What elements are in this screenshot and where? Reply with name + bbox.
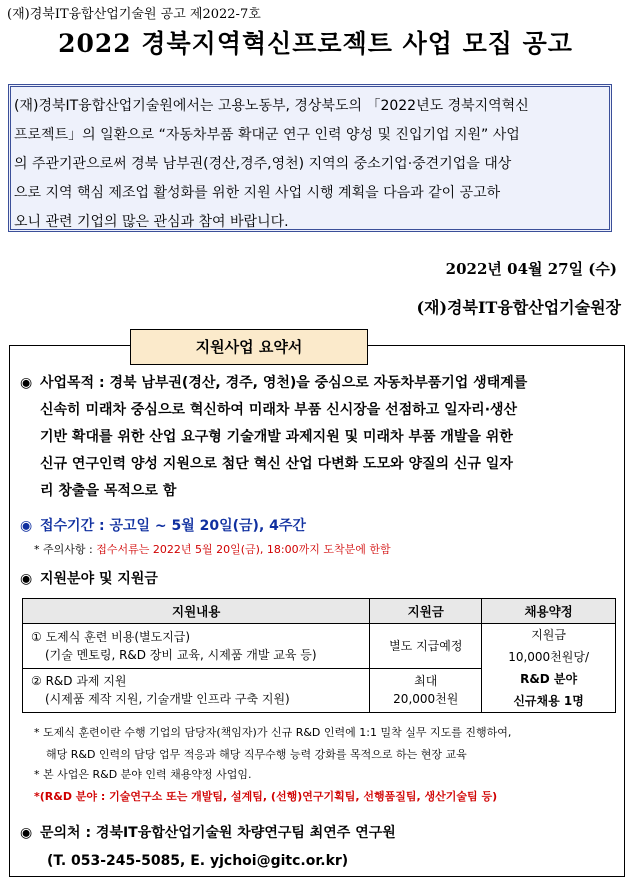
- purpose-line: 기반 확대를 위한 산업 요구형 기술개발 과제지원 및 미래차 부품 개발을 위한: [40, 429, 513, 445]
- contact-section: [20, 822, 396, 842]
- table-header: 지원내용: [23, 599, 370, 624]
- summary-title: 지원사업 요약서: [130, 329, 368, 365]
- pledge-line: 지원금: [531, 628, 566, 642]
- contact-details: (T. 053-245-5085, E. yjchoi@gitc.or.kr): [47, 853, 349, 869]
- intro-line: 으로 지역 핵심 제조업 활성화를 위한 지원 사업 시행 계획을 다음과 같이 공고하: [14, 185, 501, 201]
- support-amount-cell: [370, 668, 482, 713]
- intro-line: 오니 관련 기업의 많은 관심과 참여 바랍니다.: [14, 214, 289, 230]
- bullet-icon: ◉: [20, 375, 33, 391]
- intro-line: 프로젝트」의 일환으로 “자동차부품 확대군 연구 인력 양성 및 진입기업 지원” 사업: [14, 127, 520, 143]
- page-title: 2022 경북지역혁신프로젝트 사업 모집 공고: [58, 29, 573, 58]
- contact-text: 문의처 : 경북IT융합산업기술원 차량연구팀 최연주 연구원: [40, 825, 396, 841]
- caution-note: [34, 541, 391, 557]
- caution-label: * 주의사항 :: [34, 543, 97, 556]
- support-table: [22, 598, 616, 713]
- table-row: [23, 624, 616, 669]
- field-section: [20, 568, 158, 588]
- purpose-line: 리 창출을 목적으로 함: [40, 483, 177, 499]
- pledge-line: 10,000천원당/: [508, 650, 589, 664]
- note-line: * 도제식 훈련이란 수행 기업의 담당자(책임자)가 신규 R&D 인력에 1:1 밀착 실무 지도를 진행하여,: [34, 726, 512, 739]
- field-title: 지원분야 및 지원금: [40, 571, 158, 587]
- program-note: * 본 사업은 R&D 분야 인력 채용약정 사업임.: [34, 768, 252, 781]
- support-item-title: ② R&D 과제 지원: [31, 674, 127, 689]
- bullet-icon: ◉: [20, 571, 33, 587]
- purpose-line: 신속히 미래차 중심으로 혁신하여 미래차 부품 신시장을 선점하고 일자리·생산: [40, 402, 518, 418]
- support-item-detail: (시제품 제작 지원, 기술개발 인프라 구축 지원): [45, 692, 290, 707]
- rnd-field-note: *(R&D 분야 : 기술연구소 또는 개발팀, 설계팀, (선행)연구기획팀, 선행품질팀, 생산기술팀 등): [34, 790, 498, 803]
- table-header: 채용약정: [482, 599, 616, 624]
- support-item-cell: [23, 624, 370, 669]
- table-header-row: [23, 599, 616, 624]
- support-item-cell: [23, 668, 370, 713]
- amount-line: 20,000천원: [393, 692, 459, 707]
- pledge-line: 신규채용 1명: [513, 694, 584, 708]
- table-header: 지원금: [370, 599, 482, 624]
- purpose-line: 사업목적 : 경북 남부권(경산, 경주, 영천)을 중심으로 자동차부품기업 생태계를: [40, 375, 528, 391]
- apprentice-note: [34, 722, 624, 766]
- period-text: 접수기간 : 공고일 ~ 5월 20일(금), 4주간: [40, 518, 306, 534]
- intro-line: (재)경북IT융합산업기술원에서는 고용노동부, 경상북도의 「2022년도 경북지역혁신: [14, 98, 529, 114]
- intro-text: [14, 92, 612, 237]
- purpose-line: 신규 연구인력 양성 지원으로 첨단 혁신 산업 다변화 도모와 양질의 신규 일자: [40, 456, 513, 472]
- pledge-cell: [482, 624, 616, 713]
- bullet-icon: ◉: [20, 518, 33, 534]
- purpose-section: [20, 370, 612, 505]
- support-amount-cell: 별도 지급예정: [370, 624, 482, 669]
- announcement-date: 2022년 04월 27일 (수): [445, 260, 617, 278]
- caution-text: 접수서류는 2022년 5월 20일(금), 18:00까지 도착분에 한함: [96, 543, 391, 556]
- note-line: 해당 R&D 인력의 담당 업무 적응과 해당 직무수행 능력 강화를 목적으로 하는 현장 교육: [46, 748, 467, 761]
- period-section: [20, 515, 306, 535]
- organization-name: (재)경북IT융합산업기술원장: [416, 298, 621, 317]
- pledge-line: R&D 분야: [520, 672, 578, 686]
- amount-line: 최대: [414, 674, 438, 689]
- notice-number: (재)경북IT융합산업기술원 공고 제2022-7호: [7, 7, 261, 22]
- bullet-icon: ◉: [20, 825, 33, 841]
- support-item-detail: (기술 멘토링, R&D 장비 교육, 시제품 개발 교육 등): [45, 647, 317, 662]
- intro-line: 의 주관기관으로써 경북 남부권(경산,경주,영천) 지역의 중소기업·중견기업을 대상: [14, 156, 512, 172]
- support-item-title: ① 도제식 훈련 비용(별도지급): [31, 629, 191, 644]
